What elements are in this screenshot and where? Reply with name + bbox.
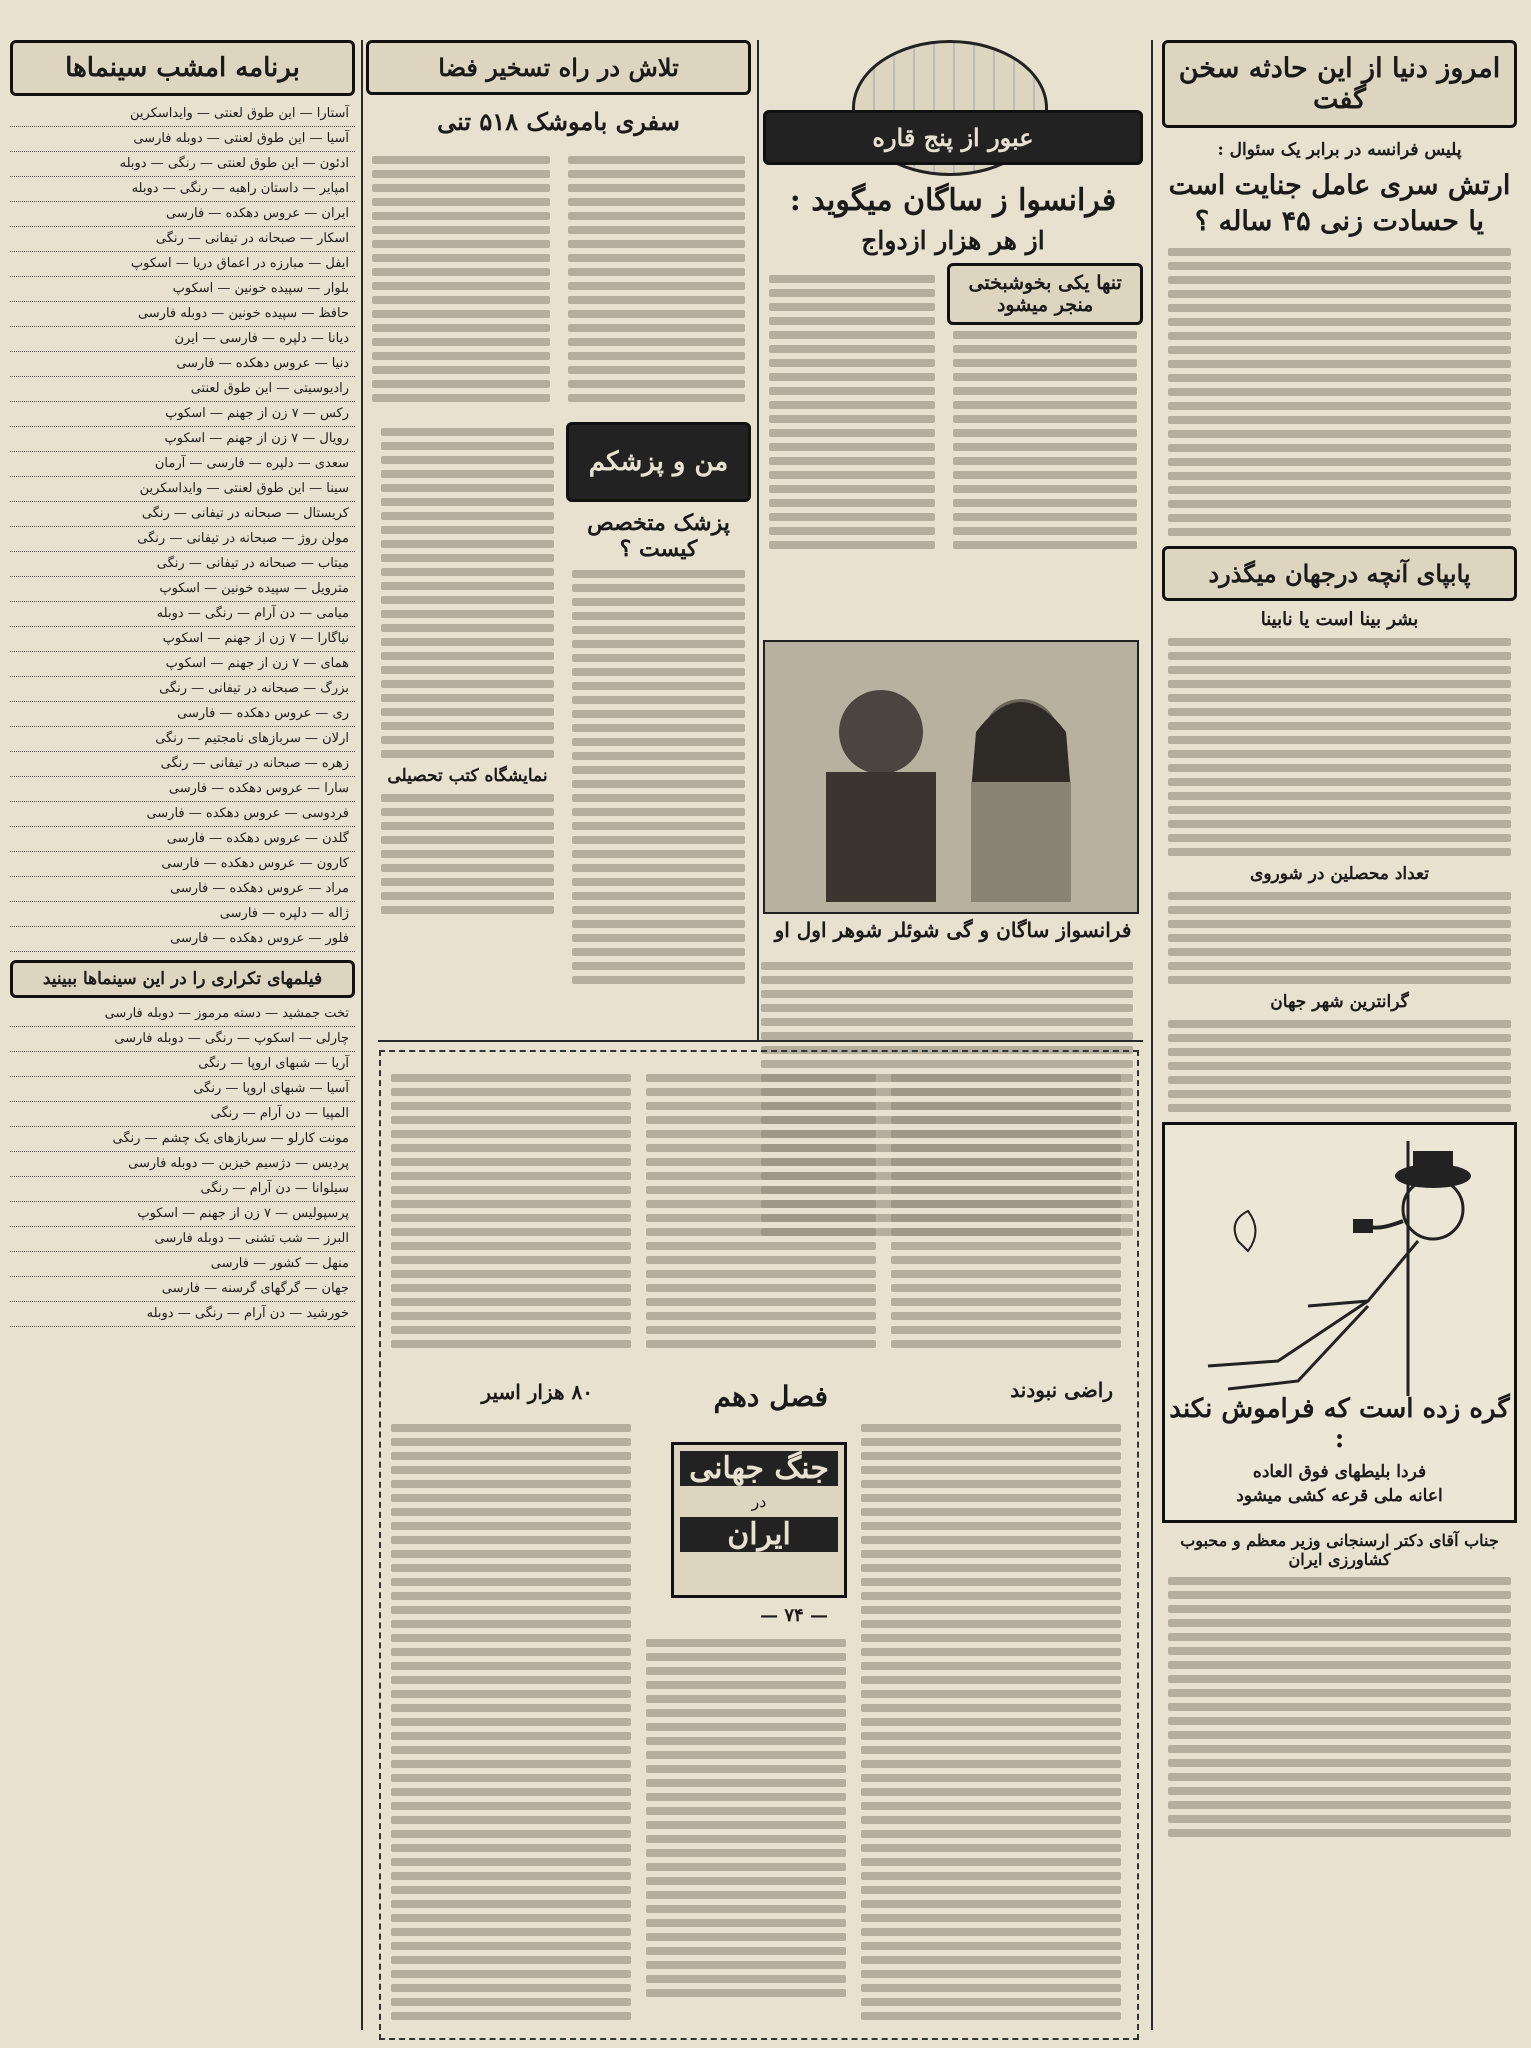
cinema-listing: ایفل — مبارزه در اعماق دریا — اسکوپ xyxy=(10,252,355,277)
cinema-listing: جهان — گرگهای گرسنه — فارسی xyxy=(10,1277,355,1302)
serial-body-2 xyxy=(646,1068,876,1354)
serial-logo-line1: جنگ جهانی xyxy=(680,1451,838,1486)
story1-kicker: پلیس فرانسه در برابر یک سئوال : xyxy=(1217,140,1462,160)
photo-caption: فرانسواز ساگان و گی شوئلر شوهر اول او xyxy=(774,918,1132,942)
cinema-header: برنامه امشب سینماها xyxy=(10,40,355,96)
cinema-listing: سینا — این طوق لعنتی — وایداسکرین xyxy=(10,477,355,502)
center-column xyxy=(763,40,1143,561)
cinema-listing: مولن روژ — صبحانه در تیفانی — رنگی xyxy=(10,527,355,552)
serial-body-1 xyxy=(891,1068,1121,1354)
serial-body-5 xyxy=(646,1633,846,2003)
space-header: تلاش در راه تسخیر فضا xyxy=(366,40,751,95)
cinema-listing: مراد — عروس دهکده — فارسی xyxy=(10,877,355,902)
sagan-photo xyxy=(763,640,1139,914)
cinema-listing: المپیا — دن آرام — رنگی xyxy=(10,1102,355,1127)
cinema-listing: آسیا — این طوق لعنتی — دوبله فارسی xyxy=(10,127,355,152)
right-column xyxy=(1162,40,1517,1843)
cinema-listing: میتاب — صبحانه در تیفانی — رنگی xyxy=(10,552,355,577)
cinema-listing: منهل — کشور — فارسی xyxy=(10,1252,355,1277)
lottery-ad-headline: گره زده است که فراموش نکند : xyxy=(1169,1394,1510,1454)
cinema-listing: گلدن — عروس دهکده — فارسی xyxy=(10,827,355,852)
divider-horizontal xyxy=(378,1040,1143,1042)
cinema-listing: فردوسی — عروس دهکده — فارسی xyxy=(10,802,355,827)
cinema-listing: مترویل — سپیده خونین — اسکوپ xyxy=(10,577,355,602)
cinema-listing: ایران — عروس دهکده — فارسی xyxy=(10,202,355,227)
happiness-box-line2: منجر میشود xyxy=(996,294,1094,316)
man-with-pipe-illustration xyxy=(1168,1131,1508,1406)
divider-center xyxy=(757,40,759,1040)
cinema-listing: زهره — صبحانه در تیفانی — رنگی xyxy=(10,752,355,777)
space-body-2 xyxy=(372,150,550,408)
cinema-listing: سیلوانا — دن آرام — رنگی xyxy=(10,1177,355,1202)
story1-headline: ارتش سری عامل جنایت است یا حسادت زنی ۴۵ ساله ؟ xyxy=(1168,170,1511,237)
space-body-3 xyxy=(381,428,554,758)
story1-body xyxy=(1168,248,1511,536)
serial-logo-line2: در xyxy=(751,1492,767,1511)
cinema-listing: ارلان — سربازهای نامجتیم — رنگی xyxy=(10,727,355,752)
cinema-listing: کریستال — صبحانه در تیفانی — رنگی xyxy=(10,502,355,527)
lottery-ad-line2: اعانه ملی قرعه کشی میشود xyxy=(1236,1486,1443,1506)
cinema-listing: تخت جمشید — دسته مرموز — دوبله فارسی xyxy=(10,1002,355,1027)
cinema-listing: بلوار — سپیده خونین — اسکوپ xyxy=(10,277,355,302)
cinema-listing: نیاگارا — ۷ زن از جهنم — اسکوپ xyxy=(10,627,355,652)
cinema-listing: چارلی — اسکوپ — رنگی — دوبله فارسی xyxy=(10,1027,355,1052)
serial-subhead: ۸۰ هزار اسیر xyxy=(481,1380,593,1404)
serial-subhead-2: راضی نبودند xyxy=(1010,1378,1113,1402)
sub1-body xyxy=(1168,638,1511,856)
cinema-listing: دیانا — دلپره — فارسی — ایرن xyxy=(10,327,355,352)
serial-body-4 xyxy=(861,1418,1121,2026)
sagan-subheadline: از هر هزار ازدواج xyxy=(861,226,1045,255)
books-headline: نمایشگاه کتب تحصیلی xyxy=(387,766,548,786)
cinema-column xyxy=(10,40,355,1327)
sagan-body-2 xyxy=(769,269,935,555)
sagan-headline: فرانسوا ز ساگان میگوید : xyxy=(789,183,1117,218)
left-center-column xyxy=(366,40,751,990)
repeat-films-header: فیلمهای تکراری را در این سینماها ببینید xyxy=(10,960,355,998)
cinema-listing: اسکار — صبحانه در تیفانی — رنگی xyxy=(10,227,355,252)
serial-body-6 xyxy=(391,1418,631,2026)
lottery-ad xyxy=(1162,1122,1517,1523)
sub-headline-2: تعداد محصلین در شوروی xyxy=(1250,864,1429,884)
photo-figures xyxy=(771,652,1131,902)
cinema-listing: ادئون — این طوق لعنتی — رنگی — دوبله xyxy=(10,152,355,177)
cinema-listing: آسیا — شبهای اروپا — رنگی xyxy=(10,1077,355,1102)
doctor-body xyxy=(572,570,745,984)
cinema-listing: بزرگ — صبحانه در تیفانی — رنگی xyxy=(10,677,355,702)
cinema-listing: حافظ — سپیده خونین — دوبله فارسی xyxy=(10,302,355,327)
space-body-1 xyxy=(568,150,746,408)
space-headline: سفری باموشک ۵۱۸ تنی xyxy=(437,107,680,136)
cinema-listing: البرز — شب تشنی — دوبله فارسی xyxy=(10,1227,355,1252)
cinema-listing: کارون — عروس دهکده — فارسی xyxy=(10,852,355,877)
world-news-header: امروز دنیا از این حادثه سخن گفت xyxy=(1162,40,1517,128)
cinema-listing: پردیس — دژسیم خیزبن — دوبله فارسی xyxy=(10,1152,355,1177)
divider-right xyxy=(1151,40,1153,2030)
cinema-listing: رادیوسیتی — این طوق لعنتی xyxy=(10,377,355,402)
cinema-listing: ری — عروس دهکده — فارسی xyxy=(10,702,355,727)
repeat-films-list xyxy=(10,1002,355,1327)
sub-headline-3: گرانترین شهر جهان xyxy=(1270,992,1409,1012)
cinema-listing: آستارا — این طوق لعنتی — وایداسکرین xyxy=(10,102,355,127)
cinema-list xyxy=(10,102,355,952)
letter-body xyxy=(1168,1577,1511,1837)
cinema-listing: امپایر — داستان راهبه — رنگی — دوبله xyxy=(10,177,355,202)
lottery-ad-line1: فردا بلیطهای فوق العاده xyxy=(1252,1462,1427,1482)
cinema-listing: دنیا — عروس دهکده — فارسی xyxy=(10,352,355,377)
five-continents-banner: عبور از پنج قاره xyxy=(763,110,1143,165)
letter-title: جناب آقای دکتر ارسنجانی وزیر معظم و محبوب کشاورزی ایران xyxy=(1180,1531,1499,1569)
serial-logo xyxy=(671,1442,847,1598)
serial-body-3 xyxy=(391,1068,631,1354)
serial-logo-line3: ایران xyxy=(680,1517,838,1552)
sub2-body xyxy=(1168,892,1511,984)
cinema-listing: آریا — شبهای اروپا — رنگی xyxy=(10,1052,355,1077)
cinema-listing: سعدی — دلپره — فارسی — آرمان xyxy=(10,452,355,477)
sub-headline-1: بشر بینا است یا نابینا xyxy=(1260,609,1419,630)
serial-heading: فصل دهم xyxy=(713,1380,828,1413)
serial-section xyxy=(379,1050,1139,2040)
doctor-column-logo: من و پزشکم xyxy=(566,422,751,502)
cinema-listing: رکس — ۷ زن از جهنم — اسکوپ xyxy=(10,402,355,427)
cinema-listing: مونت کارلو — سربازهای یک چشم — رنگی xyxy=(10,1127,355,1152)
cinema-listing: همای — ۷ زن از جهنم — اسکوپ xyxy=(10,652,355,677)
sagan-body-1 xyxy=(953,331,1137,549)
cinema-listing: فلور — عروس دهکده — فارسی xyxy=(10,927,355,952)
divider-left xyxy=(361,40,363,2030)
happiness-box xyxy=(947,263,1143,325)
cinema-listing: ژاله — دلپره — فارسی xyxy=(10,902,355,927)
cinema-listing: میامی — دن آرام — رنگی — دوبله xyxy=(10,602,355,627)
happiness-box-line1: تنها یکی بخوشبختی xyxy=(968,272,1122,294)
cinema-listing: خورشید — دن آرام — رنگی — دوبله xyxy=(10,1302,355,1327)
cinema-listing: رویال — ۷ زن از جهنم — اسکوپ xyxy=(10,427,355,452)
cinema-listing: سارا — عروس دهکده — فارسی xyxy=(10,777,355,802)
serial-page-number: — ۷۴ — xyxy=(760,1605,828,1626)
cinema-listing: پرسپولیس — ۷ زن از جهنم — اسکوپ xyxy=(10,1202,355,1227)
books-body xyxy=(381,794,554,914)
sub3-body xyxy=(1168,1020,1511,1112)
doctor-question: پزشک متخصص کیست ؟ xyxy=(587,510,730,562)
world-section-header: پابپای آنچه درجهان میگذرد xyxy=(1162,546,1517,601)
